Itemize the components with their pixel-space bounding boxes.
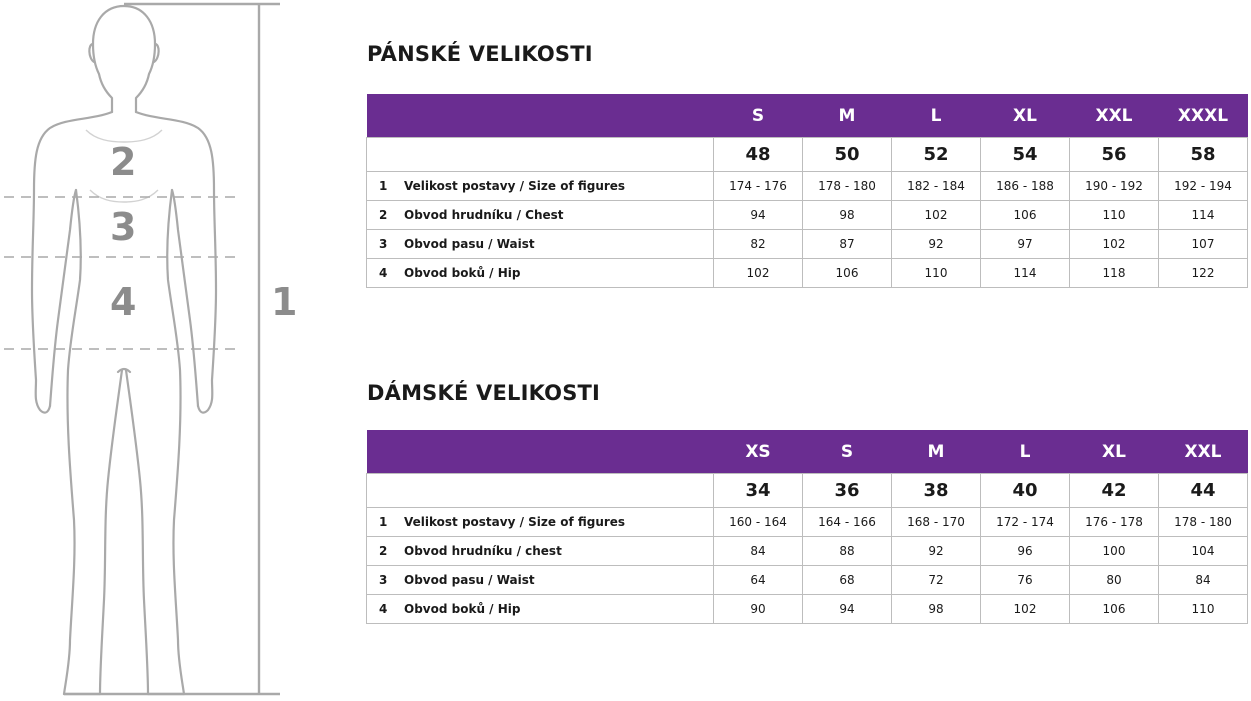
table-cell: 92	[892, 537, 981, 566]
men-number-size-row	[367, 138, 1248, 172]
row-label	[367, 230, 714, 259]
row-label	[367, 537, 714, 566]
women-number-size: 36	[803, 474, 892, 508]
women-size-table	[366, 430, 1248, 624]
men-number-size: 52	[892, 138, 981, 172]
table-cell: 102	[892, 201, 981, 230]
row-label-text: Obvod pasu / Waist	[404, 573, 535, 587]
table-cell: 94	[803, 595, 892, 624]
men-number-size: 48	[714, 138, 803, 172]
row-index: 3	[379, 237, 388, 251]
table-cell: 106	[1070, 595, 1159, 624]
row-label	[367, 566, 714, 595]
body-silhouette-illustration	[0, 0, 300, 701]
men-number-size: 58	[1159, 138, 1248, 172]
women-letter-size: XS	[714, 430, 803, 474]
women-number-size: 40	[981, 474, 1070, 508]
table-cell: 96	[981, 537, 1070, 566]
row-index: 2	[379, 544, 388, 558]
women-number-size: 44	[1159, 474, 1248, 508]
row-index: 2	[379, 208, 388, 222]
women-number-blank	[367, 474, 714, 508]
men-number-size: 56	[1070, 138, 1159, 172]
row-index: 1	[379, 179, 388, 193]
table-cell: 164 - 166	[803, 508, 892, 537]
row-label	[367, 172, 714, 201]
women-sizes-title: DÁMSKÉ VELIKOSTI	[367, 381, 601, 405]
women-number-size: 42	[1070, 474, 1159, 508]
row-label-text: Obvod boků / Hip	[404, 266, 521, 280]
table-cell: 186 - 188	[981, 172, 1070, 201]
table-row	[367, 537, 1248, 566]
table-cell: 192 - 194	[1159, 172, 1248, 201]
table-cell: 102	[981, 595, 1070, 624]
women-number-size: 38	[892, 474, 981, 508]
table-cell: 90	[714, 595, 803, 624]
men-number-size: 50	[803, 138, 892, 172]
zone-label-height: 1	[271, 280, 298, 324]
women-letter-size: M	[892, 430, 981, 474]
table-cell: 172 - 174	[981, 508, 1070, 537]
women-number-size: 34	[714, 474, 803, 508]
table-row	[367, 230, 1248, 259]
table-row	[367, 595, 1248, 624]
table-cell: 98	[892, 595, 981, 624]
table-cell: 84	[714, 537, 803, 566]
table-cell: 84	[1159, 566, 1248, 595]
row-index: 4	[379, 602, 388, 616]
women-number-size-row	[367, 474, 1248, 508]
table-row	[367, 508, 1248, 537]
table-cell: 110	[1070, 201, 1159, 230]
body-figure	[0, 0, 300, 701]
zone-label-hip: 4	[110, 280, 137, 324]
table-row	[367, 172, 1248, 201]
table-cell: 104	[1159, 537, 1248, 566]
men-letter-size: M	[803, 94, 892, 138]
table-cell: 110	[892, 259, 981, 288]
table-cell: 174 - 176	[714, 172, 803, 201]
table-cell: 110	[1159, 595, 1248, 624]
table-cell: 190 - 192	[1070, 172, 1159, 201]
women-letter-size: XXL	[1159, 430, 1248, 474]
table-cell: 106	[803, 259, 892, 288]
table-cell: 94	[714, 201, 803, 230]
row-index: 3	[379, 573, 388, 587]
row-label-text: Obvod hrudníku / Chest	[404, 208, 564, 222]
table-cell: 80	[1070, 566, 1159, 595]
table-cell: 107	[1159, 230, 1248, 259]
men-letter-size: XXL	[1070, 94, 1159, 138]
row-index: 4	[379, 266, 388, 280]
men-letter-size: L	[892, 94, 981, 138]
table-row	[367, 566, 1248, 595]
table-cell: 68	[803, 566, 892, 595]
table-cell: 92	[892, 230, 981, 259]
table-cell: 97	[981, 230, 1070, 259]
table-cell: 118	[1070, 259, 1159, 288]
men-letter-size: XL	[981, 94, 1070, 138]
women-letter-size: XL	[1070, 430, 1159, 474]
women-header-blank	[367, 430, 714, 474]
table-cell: 160 - 164	[714, 508, 803, 537]
table-cell: 178 - 180	[803, 172, 892, 201]
table-cell: 72	[892, 566, 981, 595]
row-label	[367, 595, 714, 624]
table-row	[367, 259, 1248, 288]
men-letter-size-row	[367, 94, 1248, 138]
table-cell: 64	[714, 566, 803, 595]
table-cell: 182 - 184	[892, 172, 981, 201]
table-cell: 88	[803, 537, 892, 566]
table-cell: 100	[1070, 537, 1159, 566]
table-cell: 106	[981, 201, 1070, 230]
row-index: 1	[379, 515, 388, 529]
men-number-blank	[367, 138, 714, 172]
table-cell: 114	[981, 259, 1070, 288]
table-cell: 168 - 170	[892, 508, 981, 537]
row-label-text: Obvod pasu / Waist	[404, 237, 535, 251]
table-cell: 102	[1070, 230, 1159, 259]
table-cell: 178 - 180	[1159, 508, 1248, 537]
table-cell: 98	[803, 201, 892, 230]
row-label-text: Obvod hrudníku / chest	[404, 544, 562, 558]
women-letter-size-row	[367, 430, 1248, 474]
row-label-text: Velikost postavy / Size of figures	[404, 515, 626, 529]
men-letter-size: S	[714, 94, 803, 138]
zone-label-waist: 3	[110, 205, 137, 249]
table-cell: 76	[981, 566, 1070, 595]
row-label-text: Velikost postavy / Size of figures	[404, 179, 626, 193]
men-size-table	[366, 94, 1248, 288]
table-cell: 102	[714, 259, 803, 288]
table-cell: 87	[803, 230, 892, 259]
men-header-blank	[367, 94, 714, 138]
men-number-size: 54	[981, 138, 1070, 172]
women-letter-size: L	[981, 430, 1070, 474]
row-label	[367, 508, 714, 537]
zone-label-chest: 2	[110, 140, 137, 184]
row-label	[367, 259, 714, 288]
table-cell: 82	[714, 230, 803, 259]
row-label-text: Obvod boků / Hip	[404, 602, 521, 616]
row-label	[367, 201, 714, 230]
table-cell: 122	[1159, 259, 1248, 288]
table-row	[367, 201, 1248, 230]
men-letter-size: XXXL	[1159, 94, 1248, 138]
men-sizes-title: PÁNSKÉ VELIKOSTI	[367, 42, 593, 66]
table-cell: 176 - 178	[1070, 508, 1159, 537]
table-cell: 114	[1159, 201, 1248, 230]
women-letter-size: S	[803, 430, 892, 474]
